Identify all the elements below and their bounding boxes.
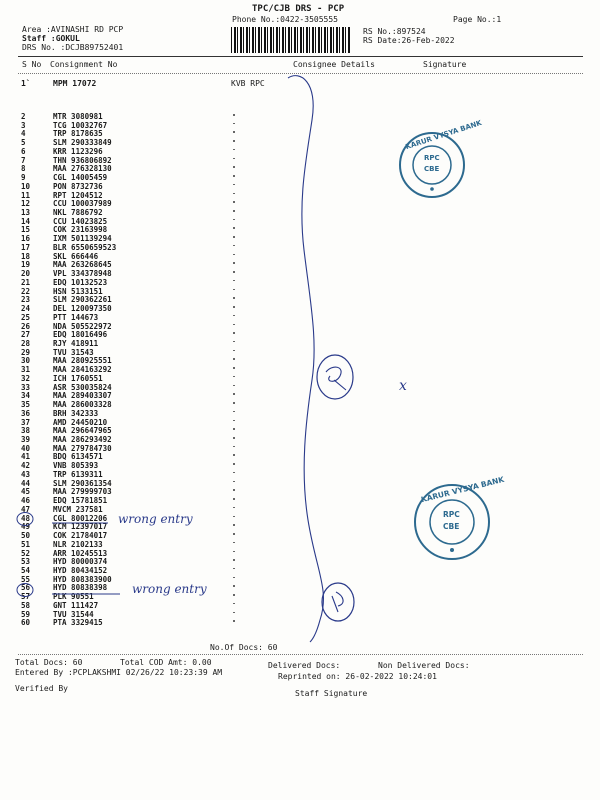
page-number: Page No.:1 [453,15,502,24]
row-consignment: MAA 263268645 [53,260,112,270]
row-sno: 54 [21,565,31,575]
stamp-2-outer: KARUR VYSYA BANK [420,474,506,505]
row-consignment: HYD 80434152 [53,565,108,575]
row-consignment: ASR 530035824 [53,382,112,392]
row-consignment: MAA 289403307 [53,391,112,401]
first-row-sno: 1` [21,79,31,88]
row-consignment: CGL 14005459 [53,173,108,183]
row-sno: 29 [21,347,31,357]
row-sno: 12 [21,199,31,209]
row-consignment: MAA 284163292 [53,365,112,375]
area-label: Area :AVINASHI RD PCP [22,25,124,34]
row-consignment: HSN 5133151 [53,286,103,296]
first-row-consignment: MPM 17072 [53,79,97,88]
row-sno: 27 [21,330,31,340]
row-consignment: PTA 3329415 [53,618,103,628]
row-consignment: TVU 31544 [53,609,94,619]
row-sno: 10 [21,181,31,191]
row-consignment: VNB 805393 [53,461,99,471]
row-sno: 37 [21,417,31,427]
stamp-1-inner-bottom: CBE [424,165,440,173]
row-sno: 14 [21,216,31,226]
row-consignment: HYD 80000374 [53,557,108,567]
circle-sno-47 [17,513,33,526]
row-sno: 56 [21,583,31,593]
row-sno: 43 [21,469,31,479]
row-sno: 23 [21,295,31,305]
signature-initials-2 [322,583,354,621]
row-consignment: TCG 10032767 [53,120,108,130]
row-sno: 26 [21,321,31,331]
row-sno: 5 [21,138,26,148]
row-consignment: MAA 286003328 [53,400,112,410]
signature-initials-1 [317,355,353,399]
total-cod: Total COD Amt: 0.00 [120,658,212,667]
stamp-2-inner-top: RPC [443,510,460,519]
signature-squiggle [288,76,323,642]
stamp-1-outer: KARUR VYSYA BANK [404,118,483,152]
row-sno: 34 [21,391,31,401]
row-consignment: NKL 7886792 [53,208,103,218]
row-consignment: EDQ 18016496 [53,330,108,340]
row-consignment: SLM 290333849 [53,138,112,148]
verified-by: Verified By [15,684,68,693]
drs-number: DRS No. :DCJB89752401 [22,43,124,52]
row-sno: 8 [21,164,26,174]
row-consignment: KRR 1123296 [53,146,103,156]
row-sno: 7 [21,155,26,165]
reprinted-on: Reprinted on: 26-02-2022 10:24:01 [278,672,437,681]
row-sno: 31 [21,365,31,375]
row-consignment: KCM 12397017 [53,522,108,532]
note-mark-x: x [399,378,407,394]
row-sno: 49 [21,522,31,532]
circle-sno-55 [17,584,33,597]
row-consignment: COK 23163998 [53,225,108,235]
row-sno: 9 [21,173,26,183]
row-sno: 19 [21,260,31,270]
row-consignment: EDQ 15781851 [53,496,108,506]
row-sno: 18 [21,251,31,261]
row-sno: 57 [21,592,31,602]
row-consignment: EDQ 10132523 [53,277,108,287]
row-sno: 52 [21,548,31,558]
row-sno: 53 [21,557,31,567]
row-sno: 13 [21,208,31,218]
entered-by: Entered By :PCPLAKSHMI 02/26/22 10:23:39 AM [15,668,223,677]
row-consignment: SLM 290362261 [53,295,112,305]
row-consignment: CGL 80012206 [53,513,108,523]
row-consignment: NDA 505522972 [53,321,112,331]
row-consignment: MAA 286293492 [53,435,112,444]
rs-date: RS Date:26-Feb-2022 [363,36,455,45]
row-sno: 39 [21,435,31,444]
row-consignment: BDQ 6134571 [53,452,103,462]
row-sno: 47 [21,504,31,514]
staff-signature-label: Staff Signature [295,689,368,698]
row-sno: 51 [21,539,31,549]
col-consignee: Consignee Details [293,60,375,69]
row-sno: 22 [21,286,31,296]
row-consignment: RJY 418911 [53,338,99,348]
row-sno: 20 [21,269,31,279]
row-consignment: ARR 10245513 [53,548,108,558]
col-sno: S No [22,60,42,69]
rs-number: RS No.:897524 [363,27,426,36]
staff-label: Staff :GOKUL [22,34,80,43]
document-title: TPC/CJB DRS - PCP [252,4,345,14]
row-sno: 38 [21,426,31,436]
row-sno: 3 [21,120,26,130]
row-sno: 45 [21,487,31,497]
row-consignment: PON 8732736 [53,181,103,191]
row-consignment: GNT 111427 [53,600,99,610]
first-row-consignee: KVB RPC [231,79,265,88]
row-consignment: TRP 8178635 [53,129,103,139]
row-sno: 60 [21,618,31,628]
row-sno: 50 [21,531,31,541]
delivered-docs: Delivered Docs: [268,661,341,670]
row-consignment: HYD 80838398 [53,583,108,593]
row-sno: 46 [21,496,31,506]
row-consignment: MAA 276328130 [53,164,112,174]
col-signature: Signature [423,60,467,69]
row-sno: 33 [21,382,31,392]
row-sno: 21 [21,277,31,287]
row-consignment: RPT 1204512 [53,190,103,200]
row-sno: 25 [21,312,31,322]
row-consignment: BLR 6550659523 [53,242,117,252]
row-consignment: DEL 120097350 [53,304,112,314]
row-consignment: MAA 296647965 [53,426,112,436]
note-wrong-entry-1: wrong entry [118,512,193,526]
row-consignment: BRH 342333 [53,408,99,418]
row-consignment: COK 21784017 [53,531,108,541]
no-of-docs: No.Of Docs: 60 [210,643,278,652]
row-sno: 15 [21,225,31,235]
row-consignment: CCU 100037989 [53,199,112,209]
row-consignment: SKL 666446 [53,251,99,261]
row-consignment: TRP 6139311 [53,469,103,479]
row-sno: 30 [21,356,31,366]
row-consignment: THN 936806892 [53,155,112,165]
row-sno: 59 [21,609,31,619]
row-sno: 36 [21,408,31,418]
non-delivered-docs: Non Delivered Docs: [378,661,470,670]
stamp-1-inner-top: RPC [424,154,440,162]
row-sno: 41 [21,452,31,462]
row-consignment: MVCM 237581 [53,504,103,514]
row-sno: 55 [21,574,31,584]
row-consignment: SLM 290361354 [53,478,112,488]
row-sno: 16 [21,234,31,244]
row-sno: 11 [21,190,31,200]
row-consignment: VPL 334378948 [53,269,112,279]
stamp-2-inner-bottom: CBE [443,522,460,531]
total-docs: Total Docs: 60 [15,658,83,667]
row-sno: 42 [21,461,31,471]
row-consignment: NLR 2102133 [53,539,103,549]
row-sno: 17 [21,242,31,252]
row-sno: 40 [21,443,31,453]
phone-number: Phone No.:0422-3505555 [232,15,338,24]
row-sno: 28 [21,338,31,348]
row-sno: 35 [21,400,31,410]
row-consignment: MAA 279999703 [53,487,112,497]
row-sno: 4 [21,129,26,139]
col-consignment: Consignment No [50,60,118,69]
row-sno: 2 [21,112,26,121]
row-consignment: MAA 280925551 [53,356,112,366]
row-consignment: AMD 24450210 [53,417,108,427]
row-consignment: MTR 3080981 [53,112,103,121]
row-sno: 58 [21,600,31,610]
row-consignment: CCU 14023825 [53,216,108,226]
row-consignment: IXM 501139294 [53,234,112,244]
row-sno: 32 [21,373,31,383]
row-consignment: PTT 144673 [53,312,99,322]
row-consignment: MAA 279784730 [53,443,112,453]
row-consignment: ICH 1760551 [53,373,103,383]
note-wrong-entry-2: wrong entry [132,582,207,596]
row-sno: 48 [21,513,31,523]
row-sno: 6 [21,146,26,156]
row-consignment: HYD 808383900 [53,574,112,584]
row-consignment: TVU 31543 [53,347,94,357]
row-sno: 44 [21,478,31,488]
row-sno: 24 [21,304,31,314]
row-consignment: PLK 90551 [53,592,94,602]
